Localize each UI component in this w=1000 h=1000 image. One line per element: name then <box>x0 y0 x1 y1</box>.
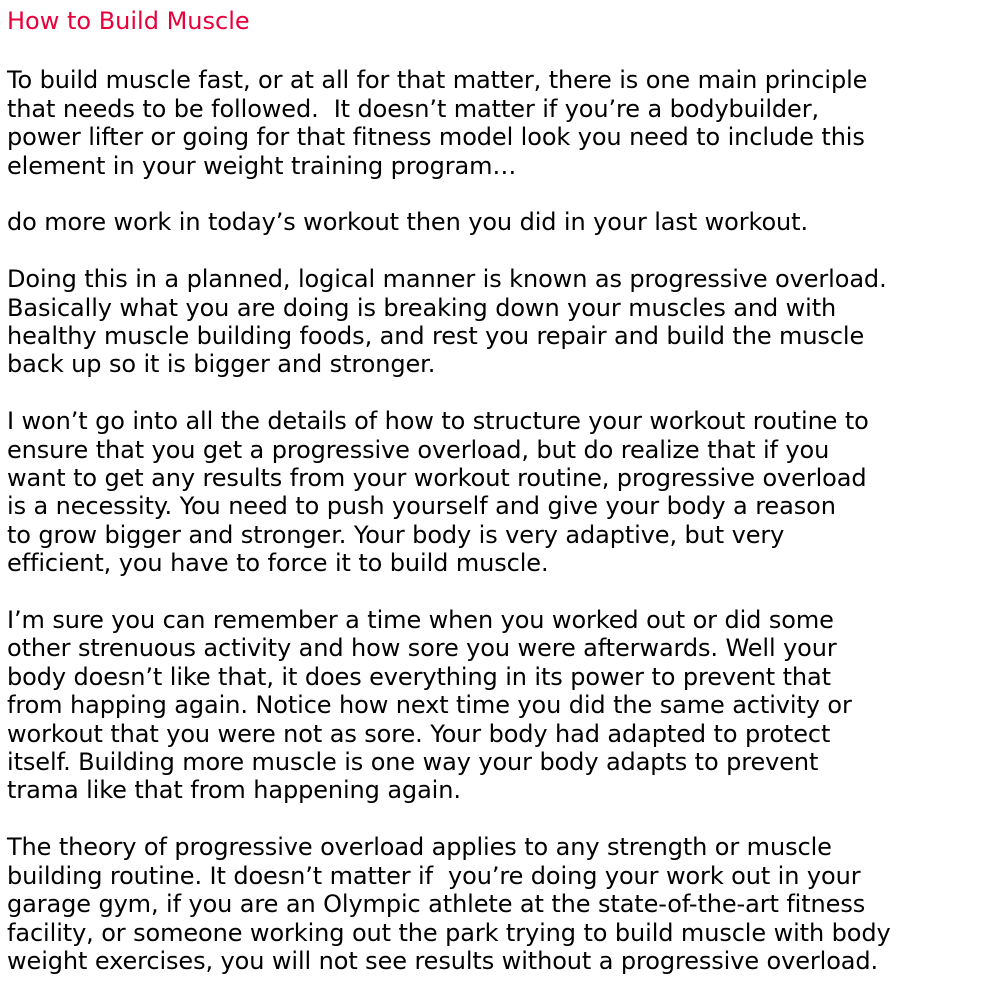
text-line: The theory of progressive overload applies to any strength or muscle <box>7 833 832 862</box>
text-line: To build muscle fast, or at all for that matter, there is one main principle <box>7 66 868 95</box>
paragraph-6 <box>7 833 997 975</box>
text-line: is a necessity. You need to push yourself and give your body a reason <box>7 492 836 521</box>
text-line: I’m sure you can remember a time when you worked out or did some <box>7 606 834 635</box>
text-line: weight exercises, you will not see results without a progressive overload. <box>7 946 879 975</box>
spacer <box>7 38 997 66</box>
text-line: that needs to be followed. It doesn’t matter if you’re a bodybuilder, <box>7 94 820 123</box>
text-line: Basically what you are doing is breaking down your muscles and with <box>7 293 837 322</box>
text-line: to grow bigger and stronger. Your body is very adaptive, but very <box>7 520 785 549</box>
text-line: element in your weight training program… <box>7 151 517 180</box>
text-line: I won’t go into all the details of how to structure your workout routine to <box>7 407 869 436</box>
paragraph-5 <box>7 606 997 805</box>
text-line: do more work in today’s workout then you did in your last workout. <box>7 208 809 237</box>
text-line: garage gym, if you are an Olympic athlete at the state-of-the-art fitness <box>7 890 866 919</box>
spacer <box>7 578 997 606</box>
paragraph-4 <box>7 407 997 577</box>
text-line: want to get any results from your workout routine, progressive overload <box>7 464 867 493</box>
spacer <box>7 805 997 833</box>
text-line: building routine. It doesn’t matter if you’re doing your work out in your <box>7 861 861 890</box>
text-line: itself. Building more muscle is one way your body adapts to prevent <box>7 748 819 777</box>
paragraph-1 <box>7 66 997 180</box>
spacer <box>7 180 997 208</box>
text-line: healthy muscle building foods, and rest you repair and build the muscle <box>7 322 865 351</box>
spacer <box>7 379 997 407</box>
paragraph-3 <box>7 265 997 379</box>
text-line: back up so it is bigger and stronger. <box>7 350 436 379</box>
text-line: Doing this in a planned, logical manner is known as progressive overload. <box>7 265 887 294</box>
text-line: ensure that you get a progressive overload, but do realize that if you <box>7 435 830 464</box>
text-line: workout that you were not as sore. Your body had adapted to protect <box>7 719 831 748</box>
text-line: trama like that from happening again. <box>7 776 461 805</box>
text-line: efficient, you have to force it to build muscle. <box>7 549 549 578</box>
document-title: How to Build Muscle <box>7 7 250 35</box>
paragraph-2 <box>7 208 997 236</box>
text-line: from happing again. Notice how next time you did the same activity or <box>7 691 852 720</box>
text-line: power lifter or going for that fitness model look you need to include this <box>7 123 865 152</box>
text-line: body doesn’t like that, it does everything in its power to prevent that <box>7 662 831 691</box>
document <box>7 4 997 975</box>
text-line: other strenuous activity and how sore you were afterwards. Well your <box>7 634 837 663</box>
text-line: facility, or someone working out the park trying to build muscle with body <box>7 918 891 947</box>
spacer <box>7 237 997 265</box>
